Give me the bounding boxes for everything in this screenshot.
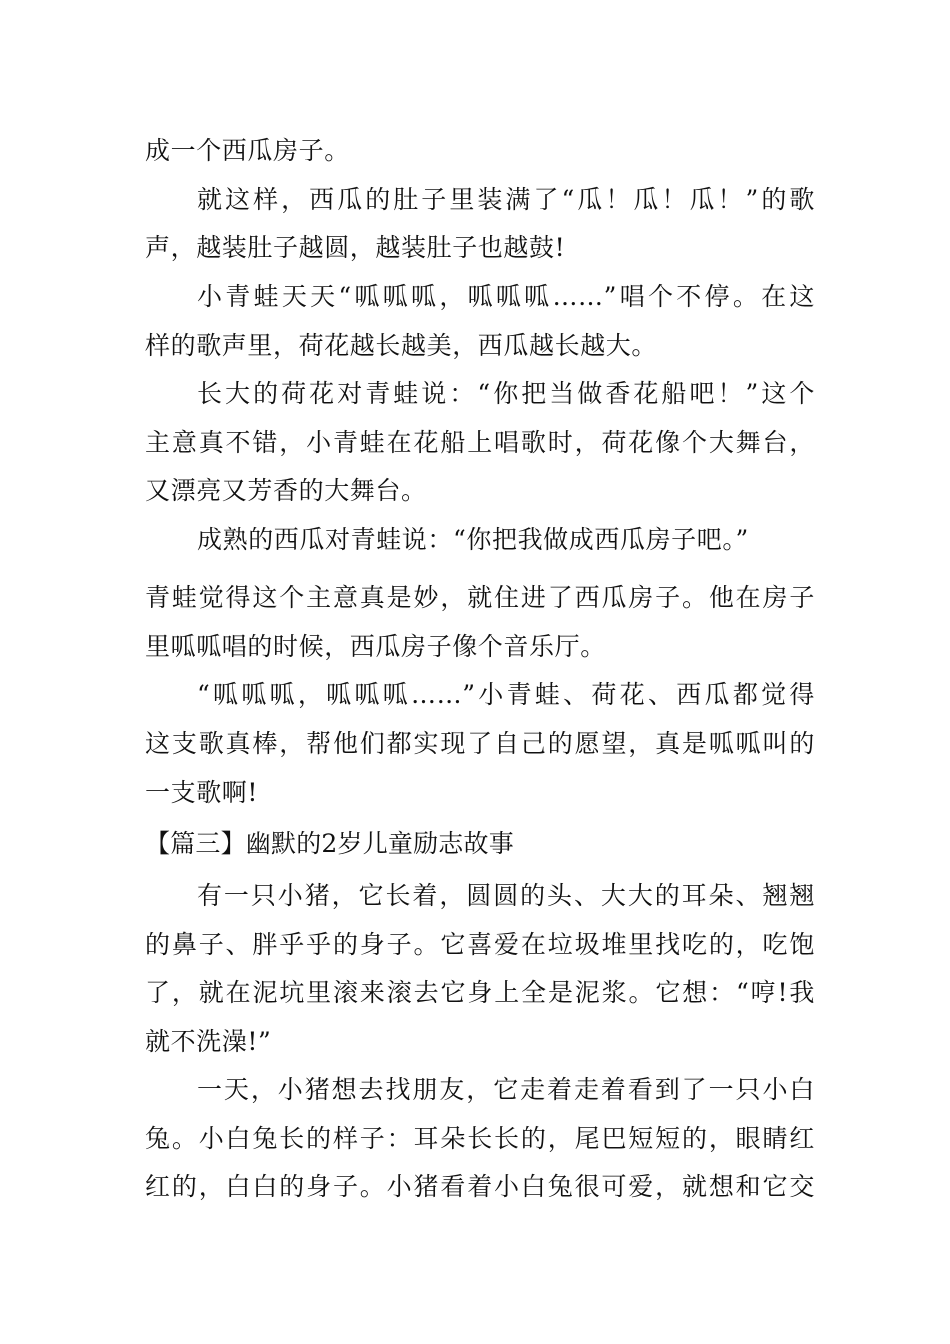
paragraph-first-line: 长大的荷花对青蛙说：“你把当做香花船吧！”这个 (197, 379, 815, 408)
text-line: 的鼻子、胖乎乎的身子。它喜爱在垃圾堆里找吃的，吃饱 (145, 930, 815, 959)
paragraph-first-line: 小青蛙天天“呱呱呱，呱呱呱……”唱个不停。在这 (197, 282, 815, 311)
text-line: 里呱呱唱的时候，西瓜房子像个音乐厅。 (145, 632, 606, 661)
text-line: 青蛙觉得这个主意真是妙，就住进了西瓜房子。他在房子 (145, 583, 815, 612)
text-line: 样的歌声里，荷花越长越美，西瓜越长越大。 (145, 331, 658, 360)
text-line: 红的，白白的身子。小猪看着小白兔很可爱，就想和它交 (145, 1172, 815, 1201)
paragraph-first-line: 一天，小猪想去找朋友，它走着走着看到了一只小白 (197, 1075, 815, 1104)
text-line: 这支歌真棒，帮他们都实现了自己的愿望，真是呱呱叫的 (145, 729, 815, 758)
text-line: 了，就在泥坑里滚来滚去它身上全是泥浆。它想：“哼!我 (145, 978, 815, 1007)
text-line: 兔。小白兔长的样子：耳朵长长的，尾巴短短的，眼睛红 (145, 1124, 815, 1153)
text-line: 成一个西瓜房子。 (145, 136, 350, 165)
text-line: 又漂亮又芳香的大舞台。 (145, 476, 427, 505)
section-heading: 【篇三】幽默的2岁儿童励志故事 (145, 829, 514, 858)
paragraph-first-line: 就这样，西瓜的肚子里装满了“瓜！瓜！瓜！”的歌 (197, 185, 815, 214)
text-line: 主意真不错，小青蛙在花船上唱歌时，荷花像个大舞台， (145, 428, 815, 457)
text-line: 一支歌啊! (145, 778, 259, 807)
paragraph-first-line: 成熟的西瓜对青蛙说：“你把我做成西瓜房子吧。” (197, 525, 749, 554)
text-line: 就不洗澡!” (145, 1027, 272, 1056)
paragraph-first-line: “呱呱呱，呱呱呱……”小青蛙、荷花、西瓜都觉得 (197, 680, 815, 709)
text-line: 声，越装肚子越圆，越装肚子也越鼓! (145, 233, 566, 262)
paragraph-first-line: 有一只小猪，它长着，圆圆的头、大大的耳朵、翘翘 (197, 881, 815, 910)
